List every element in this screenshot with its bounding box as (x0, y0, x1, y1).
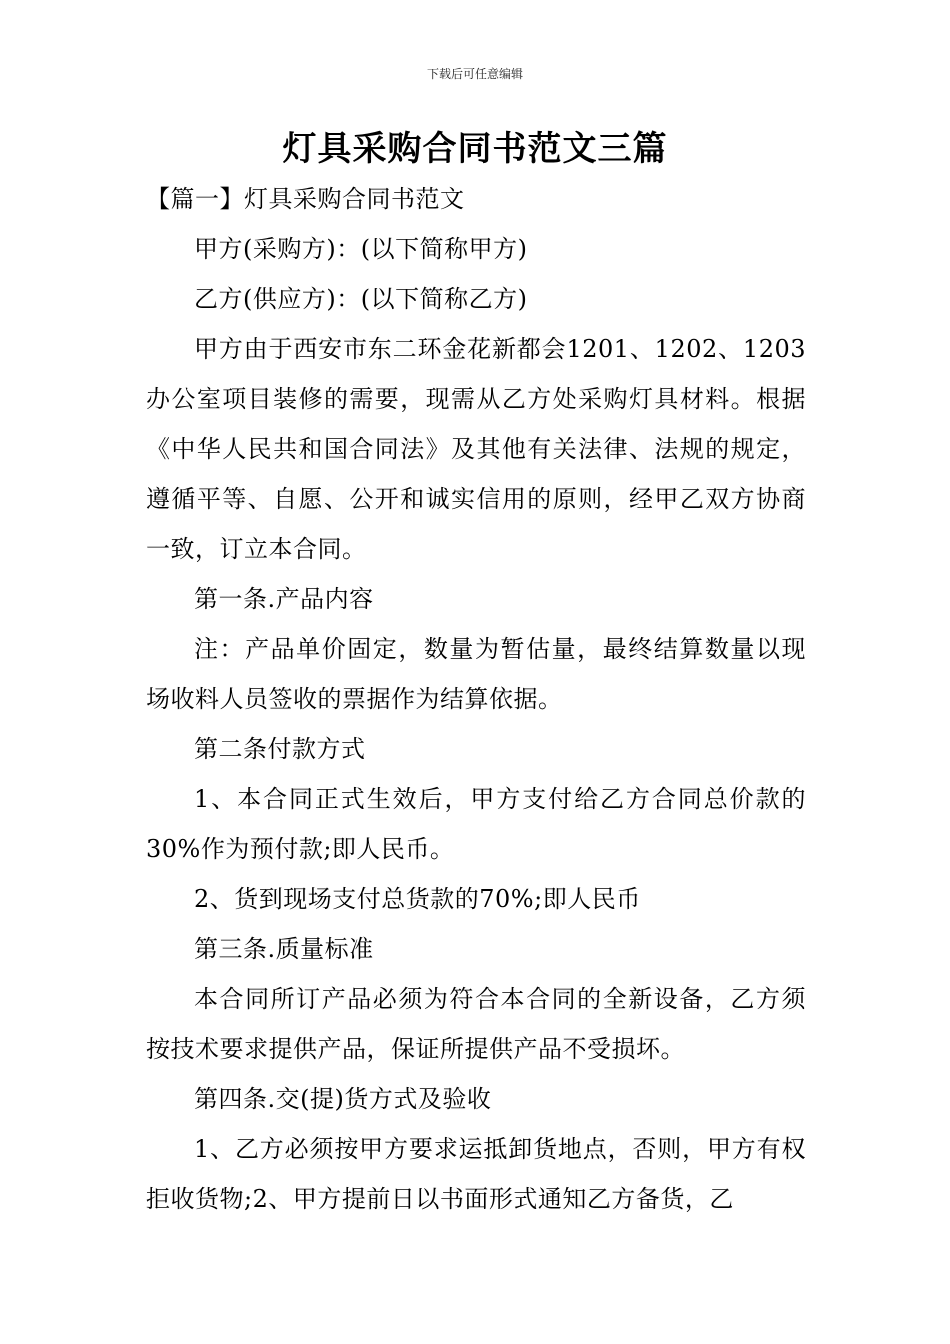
article-4-clauses: 1、乙方必须按甲方要求运抵卸货地点，否则，甲方有权拒收货物;2、甲方提前日以书面形式通知乙方备货，乙 (146, 1135, 806, 1213)
section-heading-part-one: 【篇一】灯具采购合同书范文 (146, 185, 465, 213)
article-2-clause-1: 1、本合同正式生效后，甲方支付给乙方合同总价款的30%作为预付款;即人民币。 (146, 785, 806, 863)
article-2-clause-2: 2、货到现场支付总货款的70%;即人民币 (194, 885, 641, 913)
article-1-note: 注：产品单价固定，数量为暂估量，最终结算数量以现场收料人员签收的票据作为结算依据。 (146, 635, 806, 713)
document-title: 灯具采购合同书范文三篇 (282, 129, 668, 169)
article-1-heading: 第一条.产品内容 (194, 585, 374, 613)
party-b-line: 乙方(供应方)：(以下简称乙方) (194, 285, 528, 313)
document-body (146, 174, 806, 1224)
preamble-paragraph: 甲方由于西安市东二环金花新都会1201、1202、1203办公室项目装修的需要，现需从乙方处采购灯具材料。根据《中华人民共和国合同法》及其他有关法律、法规的规定，遵循平等、自愿、公开和诚实信用的原则，经甲乙双方协商一致，订立本合同。 (146, 335, 806, 563)
article-2-heading: 第二条付款方式 (194, 735, 366, 763)
article-4-heading: 第四条.交(提)货方式及验收 (194, 1085, 492, 1113)
party-a-line: 甲方(采购方)：(以下简称甲方) (194, 235, 528, 263)
article-3-body: 本合同所订产品必须为符合本合同的全新设备，乙方须按技术要求提供产品，保证所提供产品不受损坏。 (146, 985, 806, 1063)
header-note: 下载后可任意编辑 (426, 67, 523, 81)
article-3-heading: 第三条.质量标准 (194, 935, 374, 963)
